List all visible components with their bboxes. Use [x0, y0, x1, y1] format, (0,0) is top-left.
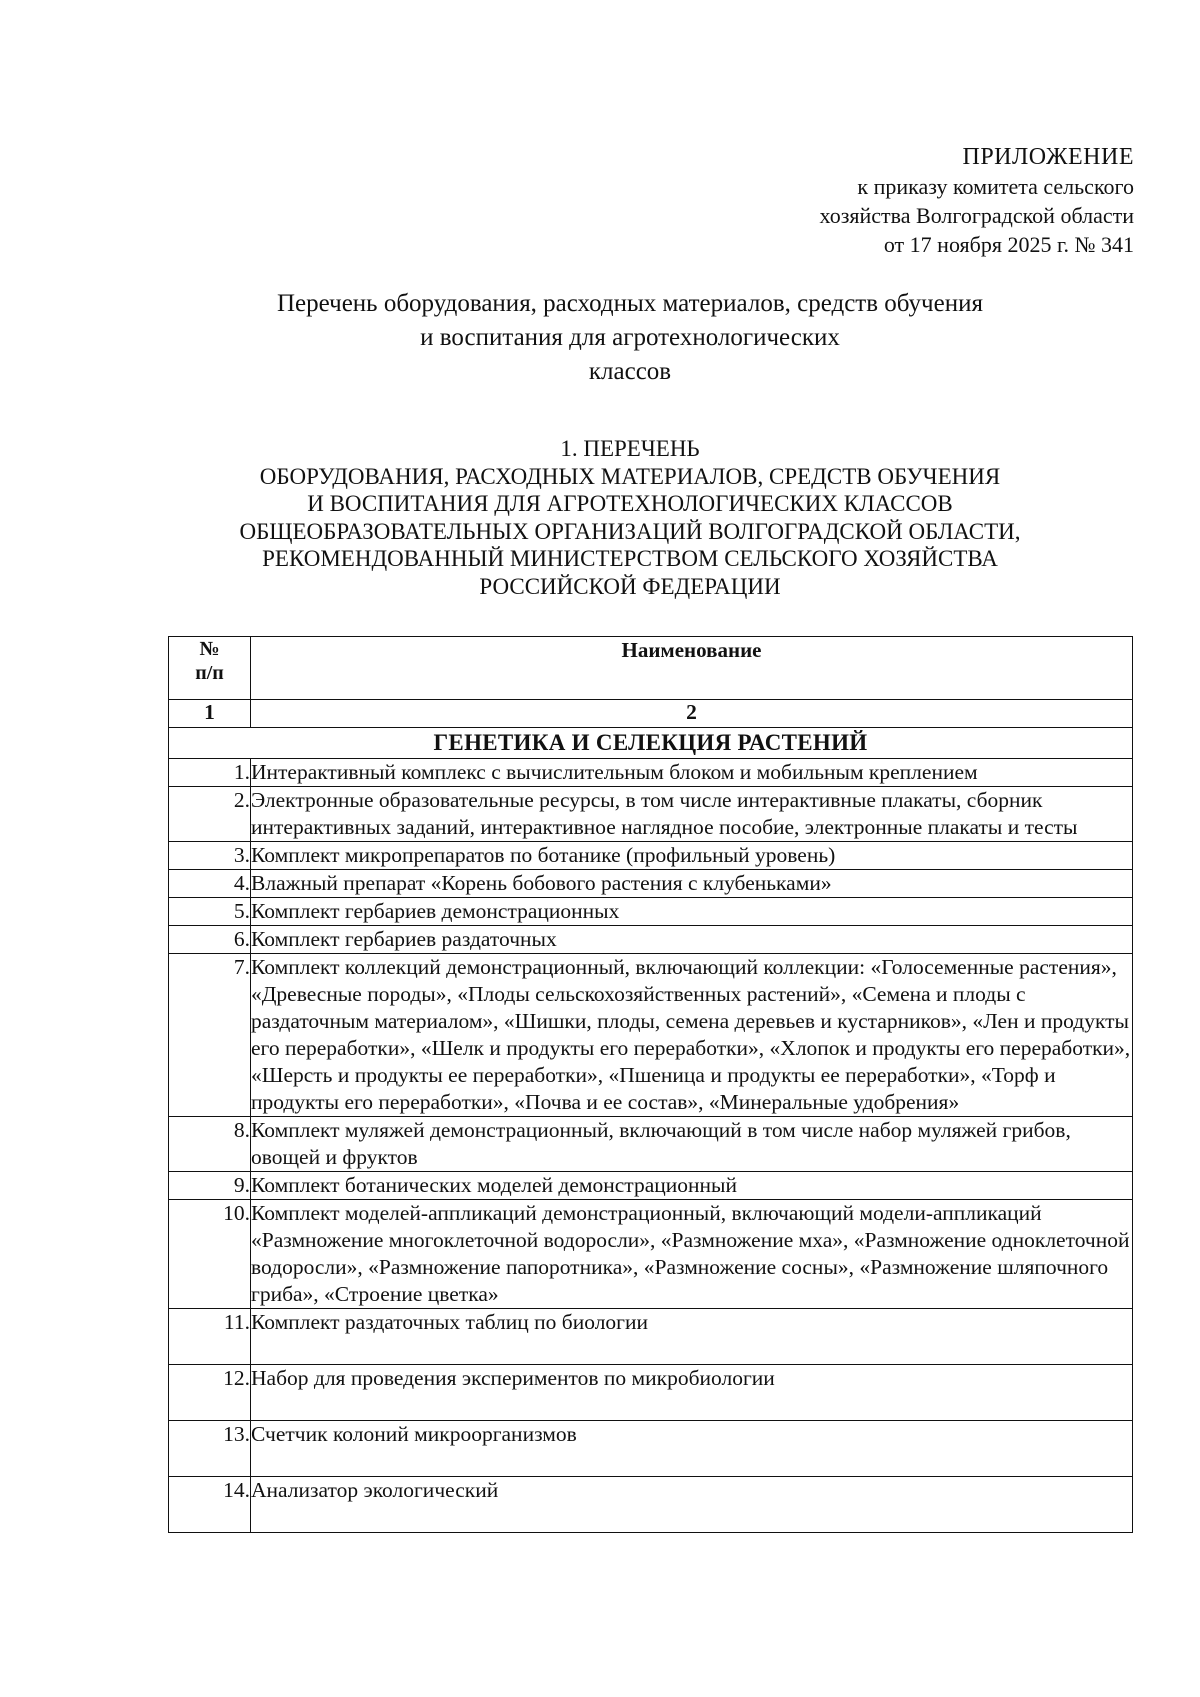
row-name: Комплект ботанических моделей демонстрационный — [251, 1172, 1133, 1200]
row-num: 5. — [169, 898, 251, 926]
row-name: Анализатор экологический — [251, 1477, 1133, 1533]
row-name: Комплект раздаточных таблиц по биологии — [251, 1309, 1133, 1365]
heading-line-6: РОССИЙСКОЙ ФЕДЕРАЦИИ — [479, 573, 781, 599]
table-row — [169, 1200, 1133, 1309]
table-row — [169, 1117, 1133, 1172]
table-row — [169, 759, 1133, 787]
column-number-2: 2 — [251, 700, 1133, 728]
table-row — [169, 954, 1133, 1117]
row-num: 1. — [169, 759, 251, 787]
title-line-3: классов — [588, 358, 672, 385]
row-name: Влажный препарат «Корень бобового растения с клубеньками» — [251, 870, 1133, 898]
table-header-row — [169, 637, 1133, 700]
heading-line-1: 1. ПЕРЕЧЕНЬ — [560, 436, 700, 461]
row-name: Комплект муляжей демонстрационный, включающий в том числе набор муляжей грибов, овощей и фруктов — [251, 1117, 1133, 1172]
table-row — [169, 1172, 1133, 1200]
row-name: Комплект моделей-аппликаций демонстрационный, включающий модели-аппликаций «Размножение многоклеточной водоросли», «Размножение мха», «Размножение одноклеточной водоросли», «Размножение папоротника», «Размножение сосны», «Размножение шляпочного гриба», «Строение цветка» — [251, 1200, 1133, 1309]
table-row — [169, 1421, 1133, 1477]
row-name: Счетчик колоний микроорганизмов — [251, 1421, 1133, 1477]
row-name: Комплект гербариев раздаточных — [251, 926, 1133, 954]
annex-block — [820, 143, 1134, 259]
annex-line-2: хозяйства Волгоградской области — [819, 203, 1134, 228]
header-name: Наименование — [251, 637, 1133, 700]
table-row — [169, 1477, 1133, 1533]
section-row — [169, 728, 1133, 759]
row-num: 8. — [169, 1117, 251, 1172]
heading-line-3: И ВОСПИТАНИЯ ДЛЯ АГРОТЕХНОЛОГИЧЕСКИХ КЛАССОВ — [307, 491, 953, 516]
section-title: ГЕНЕТИКА И СЕЛЕКЦИЯ РАСТЕНИЙ — [169, 728, 1133, 759]
row-num: 14. — [169, 1477, 251, 1533]
row-name: Комплект микропрепаратов по ботанике (профильный уровень) — [251, 842, 1133, 870]
list-heading — [190, 435, 1070, 600]
row-name: Комплект гербариев демонстрационных — [251, 898, 1133, 926]
row-num: 4. — [169, 870, 251, 898]
row-num: 13. — [169, 1421, 251, 1477]
table-row — [169, 898, 1133, 926]
row-name: Набор для проведения экспериментов по микробиологии — [251, 1365, 1133, 1421]
header-num-symbol: № — [199, 638, 220, 660]
table-row — [169, 842, 1133, 870]
header-num-abbr: п/п — [195, 662, 224, 684]
title-line-2: и воспитания для агротехнологических — [420, 324, 840, 351]
annex-label: ПРИЛОЖЕНИЕ — [962, 144, 1134, 170]
row-name: Интерактивный комплекс с вычислительным блоком и мобильным креплением — [251, 759, 1133, 787]
row-num: 7. — [169, 954, 251, 1117]
row-num: 10. — [169, 1200, 251, 1309]
heading-line-4: ОБЩЕОБРАЗОВАТЕЛЬНЫХ ОРГАНИЗАЦИЙ ВОЛГОГРАДСКОЙ ОБЛАСТИ, — [239, 518, 1021, 544]
table-row — [169, 926, 1133, 954]
row-num: 6. — [169, 926, 251, 954]
annex-line-3: от 17 ноября 2025 г. № 341 — [883, 232, 1134, 257]
document-title — [200, 287, 1060, 389]
column-number-row — [169, 700, 1133, 728]
title-line-1: Перечень оборудования, расходных материалов, средств обучения — [277, 290, 983, 317]
column-number-1: 1 — [169, 700, 251, 728]
table-row — [169, 1309, 1133, 1365]
row-name: Комплект коллекций демонстрационный, включающий коллекции: «Голосеменные растения», «Древесные породы», «Плоды сельскохозяйственных растений», «Семена и плоды с раздаточным материалом», «Шишки, плоды, семена деревьев и кустарников», «Лен и продукты его переработки», «Шелк и продукты его переработки», «Хлопок и продукты его переработки», «Шерсть и продукты ее переработки», «Пшеница и продукты ее переработки», «Торф и продукты его переработки», «Почва и ее состав», «Минеральные удобрения» — [251, 954, 1133, 1117]
row-num: 9. — [169, 1172, 251, 1200]
row-num: 11. — [169, 1309, 251, 1365]
table-row — [169, 787, 1133, 842]
row-num: 12. — [169, 1365, 251, 1421]
table-row — [169, 870, 1133, 898]
annex-line-1: к приказу комитета сельского — [857, 174, 1134, 199]
header-num — [169, 637, 251, 700]
equipment-table — [168, 636, 1133, 1533]
table-row — [169, 1365, 1133, 1421]
row-num: 2. — [169, 787, 251, 842]
row-name: Электронные образовательные ресурсы, в том числе интерактивные плакаты, сборник интерактивных заданий, интерактивное наглядное пособие, электронные плакаты и тесты — [251, 787, 1133, 842]
row-num: 3. — [169, 842, 251, 870]
heading-line-5: РЕКОМЕНДОВАННЫЙ МИНИСТЕРСТВОМ СЕЛЬСКОГО ХОЗЯЙСТВА — [262, 546, 998, 571]
heading-line-2: ОБОРУДОВАНИЯ, РАСХОДНЫХ МАТЕРИАЛОВ, СРЕДСТВ ОБУЧЕНИЯ — [259, 463, 1001, 489]
